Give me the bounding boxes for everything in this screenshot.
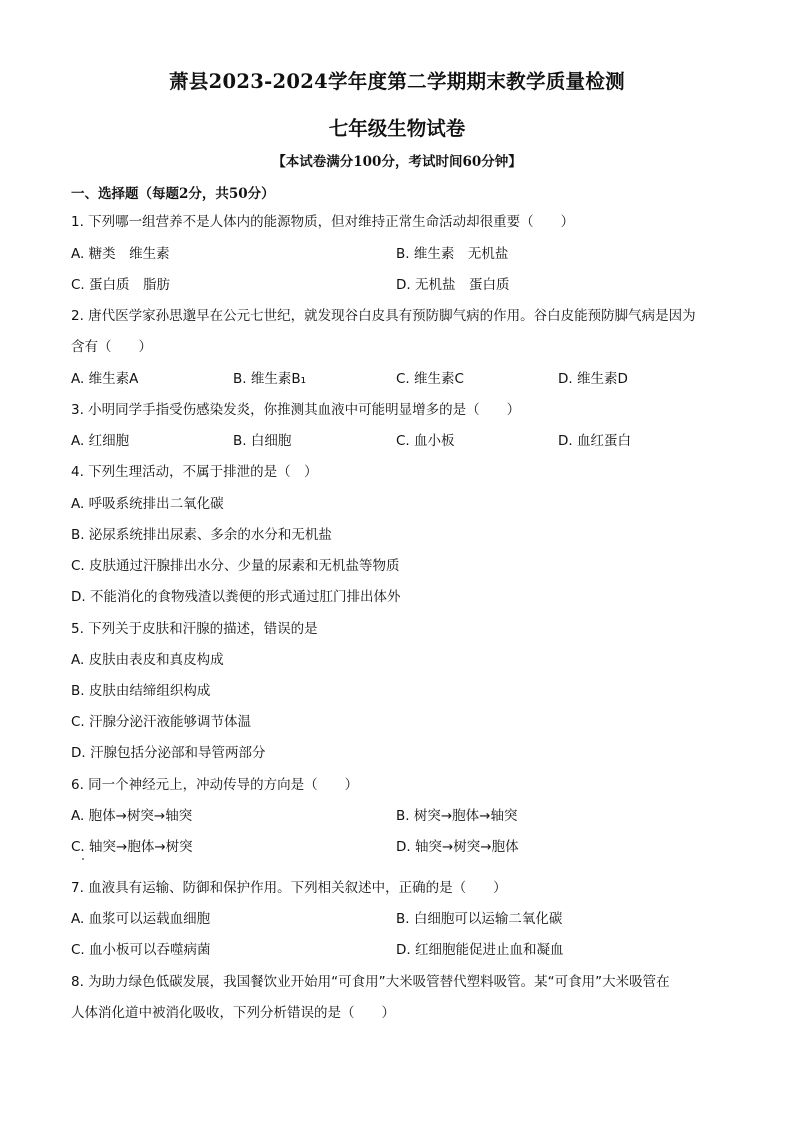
question-6-option-d: D. 轴突→树突→胞体 [396, 839, 519, 855]
question-7-option-d: D. 红细胞能促进止血和凝血 [396, 942, 564, 958]
question-5-option-a: A. 皮肤由表皮和真皮构成 [71, 652, 224, 668]
question-8-stem: 8. 为助力绿色低碳发展，我国餐饮业开始用“可食用”大米吸管替代塑料吸管。某“可食用”大米吸管在 [71, 974, 670, 990]
question-7-option-b: B. 白细胞可以运输二氧化碳 [396, 911, 563, 927]
question-1-option-d: D. 无机盐 蛋白质 [396, 277, 510, 293]
question-2-option-a: A. 维生素A [71, 371, 139, 387]
question-4-stem: 4. 下列生理活动，不属于排泄的是（ ） [71, 464, 318, 480]
question-4-option-d: D. 不能消化的食物残渣以粪便的形式通过肛门排出体外 [71, 589, 401, 605]
question-7-stem: 7. 血液具有运输、防御和保护作用。下列相关叙述中，正确的是（ ） [71, 880, 507, 896]
question-3-option-b: B. 白细胞 [233, 433, 292, 449]
question-4-option-b: B. 泌尿系统排出尿素、多余的水分和无机盐 [71, 527, 332, 543]
exam-title: 萧县2023-2024学年度第二学期期末教学质量检测 [169, 70, 625, 93]
question-4-option-c: C. 皮肤通过汗腺排出水分、少量的尿素和无机盐等物质 [71, 558, 400, 574]
question-2-stem-cont: 含有（ ） [71, 339, 152, 355]
question-7-option-a: A. 血浆可以运载血细胞 [71, 911, 211, 927]
question-7-option-c: C. 血小板可以吞噬病菌 [71, 942, 211, 958]
question-8-stem-cont: 人体消化道中被消化吸收，下列分析错误的是（ ） [71, 1005, 395, 1021]
question-6-stem: 6. 同一个神经元上，冲动传导的方向是（ ） [71, 777, 359, 793]
question-5-option-c: C. 汗腺分泌汗液能够调节体温 [71, 714, 252, 730]
exam-note: 【本试卷满分100分，考试时间60分钟】 [272, 154, 522, 170]
section-heading: 一、选择题（每题2分，共50分） [71, 186, 275, 202]
stray-mark [82, 858, 84, 860]
question-1-option-b: B. 维生素 无机盐 [396, 246, 509, 262]
question-2-stem: 2. 唐代医学家孙思邈早在公元七世纪，就发现谷白皮具有预防脚气病的作用。谷白皮能预防脚气病是因为 [71, 308, 696, 324]
question-6-option-a: A. 胞体→树突→轴突 [71, 808, 193, 824]
question-2-option-b: B. 维生素B₁ [233, 371, 307, 387]
question-3-option-a: A. 红细胞 [71, 433, 130, 449]
question-5-option-b: B. 皮肤由结缔组织构成 [71, 683, 211, 699]
exam-subtitle: 七年级生物试卷 [328, 117, 466, 140]
question-1-stem: 1. 下列哪一组营养不是人体内的能源物质，但对维持正常生命活动却很重要（ ） [71, 214, 575, 230]
question-1-option-c: C. 蛋白质 脂肪 [71, 277, 171, 293]
question-3-option-d: D. 血红蛋白 [558, 433, 631, 449]
question-6-option-b: B. 树突→胞体→轴突 [396, 808, 518, 824]
question-2-option-d: D. 维生素D [558, 371, 628, 387]
question-5-stem: 5. 下列关于皮肤和汗腺的描述，错误的是 [71, 621, 318, 637]
question-1-option-a: A. 糖类 维生素 [71, 246, 170, 262]
question-5-option-d: D. 汗腺包括分泌部和导管两部分 [71, 745, 266, 761]
question-2-option-c: C. 维生素C [396, 371, 464, 387]
question-4-option-a: A. 呼吸系统排出二氧化碳 [71, 496, 224, 512]
question-3-stem: 3. 小明同学手指受伤感染发炎，你推测其血液中可能明显增多的是（ ） [71, 402, 521, 418]
question-6-option-c: C. 轴突→胞体→树突 [71, 839, 193, 855]
question-3-option-c: C. 血小板 [396, 433, 455, 449]
